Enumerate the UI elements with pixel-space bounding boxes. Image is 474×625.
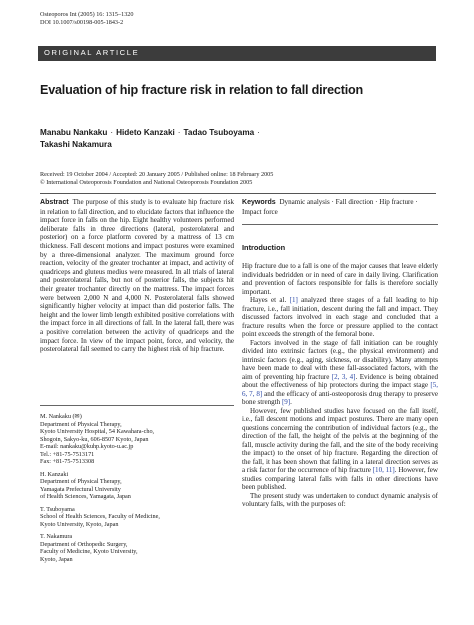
paragraph — [242, 262, 438, 296]
paragraph-text: Hip fracture due to a fall is one of the major causes that leave elderly individuals bedridden or in need of care in daily living. Clarification and prevention of factors responsible for falls is therefore socially important. — [242, 262, 438, 296]
paragraph — [242, 296, 438, 339]
journal-doi: DOI 10.1007/s00198-005-1843-2 — [40, 18, 124, 26]
publication-history — [40, 171, 273, 187]
affiliation-block — [40, 533, 234, 563]
affiliation-line: of Health Sciences, Yamagata, Japan — [40, 493, 131, 500]
section-band — [38, 46, 436, 61]
paragraph-text: The present study was undertaken to conduct dynamic analysis of voluntary falls, with the purposes of: — [242, 491, 438, 508]
paragraph-text: . However, few studies comparing lateral falls with falls in other directions have been published. — [242, 466, 438, 491]
introduction-body — [242, 262, 438, 509]
citation-link[interactable]: [2, 3, 4] — [331, 372, 356, 381]
journal-header — [40, 11, 134, 26]
affiliation-line: H. Kanzaki — [40, 470, 69, 478]
affiliation-line: Yamagata Prefectural University — [40, 485, 121, 493]
paragraph — [242, 407, 438, 492]
paragraph-text: and the efficacy of anti-osteoporosis drug therapy to preserve bone strength — [242, 389, 438, 406]
citation-link[interactable]: [9] — [281, 398, 291, 406]
section-heading-introduction: Introduction — [242, 243, 286, 252]
affiliation-line: T. Tsuboyama — [40, 505, 75, 513]
paragraph-text: . Evidence is being obtained about the effectiveness of hip protectors during the impact stage — [242, 372, 438, 389]
paragraph-text: analyzed three stages of a fall leading to hip fracture, i.e., fall initiation, descent during the fall and impact. They discussed factors involved in each stage and concluded that a fracture results when the force or pressure applied to the contact point exceeds the strength of the femoral bone. — [242, 296, 438, 338]
abstract — [40, 198, 234, 354]
affiliation-email[interactable]: E-mail: nankaku@kuhp.kyoto-u.ac.jp — [40, 443, 134, 450]
affiliation-line: School of Health Sciences, Faculty of Medicine, — [40, 513, 160, 520]
author-name: Manabu Nankaku — [40, 128, 108, 137]
keywords-text: Dynamic analysis · Fall direction · Hip fracture · Impact force — [242, 198, 418, 216]
affiliation-line: Faculty of Medicine, Kyoto University, — [40, 548, 138, 555]
affiliation-block — [40, 413, 234, 466]
keywords-divider — [242, 224, 438, 225]
received-dates: Received: 19 October 2004 / Accepted: 20 January 2005 / Published online: 18 February 2005 — [40, 171, 274, 178]
affiliation-line: Shogoin, Sakyo-ku, 606-8507 Kyoto, Japan — [40, 435, 149, 443]
author-name: Tadao Tsuboyama — [183, 128, 255, 137]
abstract-text: The purpose of this study is to evaluate hip fracture risk in relation to fall direction, and to elucidate factors that influence the impact force in falls on the hip. Eight healthy volunteers performed deliberate falls in three directions (lateral, posterolateral and posterior) on a force platform covered by a mattress of 13 cm thickness. Fall descent motions and impact postures were examined by a three-dimensional analyzer. The maximum ground force reaction, velocity of the greater trochanter at impact, and activity of quadriceps and gluteus medius were measured. In all trials of lateral and posterolateral falls, but not of posterior falls, the subjects hit their greater trochanter directly on the mattress. The impact forces were between 2,000 N and 4,000 N. Posterolateral falls showed significantly higher velocity at impact than did posterior falls. The height and the lower limb length exhibited positive correlations with the impact force in all directions of fall. In the lateral fall, there was a positive correlation between the activity of quadriceps and the impact force. In view of the impact point, force, and velocity, the posterolateral fall seemed to carry the highest risk of hip fracture. — [40, 198, 235, 354]
affiliation-line: Tel.: +81-75-7513171 — [40, 450, 95, 458]
paragraph-text: However, few published studies have focused on the fall itself, i.e., fall descent motions and impact postures. There are many open questions concerning the contribution of individual factors (e.g., the direction of the fall, the height of the pelvis at the beginning of the fall, muscle activity during the fall, and the site of the body receiving the impact) to the onset of hip fracture. Regarding the direction of the fall, it has been shown that falling in a lateral direction serves as a risk factor for the occurrence of hip fracture — [242, 406, 438, 474]
paragraph-text: Hayes et al. — [250, 296, 290, 304]
affiliation-line: M. Nankaku (✉) — [40, 413, 82, 420]
abstract-label: Abstract — [40, 199, 69, 206]
affiliation-line: T. Nakamura — [40, 533, 73, 540]
citation-link[interactable]: [5, 6, 7, 8] — [242, 381, 438, 398]
paragraph — [242, 339, 438, 407]
paragraph-text: . — [290, 398, 292, 406]
section-label: ORIGINAL ARTICLE — [44, 48, 140, 57]
copyright-line: © International Osteoporosis Foundation and National Osteoporosis Foundation 2005 — [40, 178, 253, 186]
citation-link[interactable]: [1] — [289, 296, 298, 304]
affiliation-line: Kyoto, Japan — [40, 555, 73, 563]
author-separator: · — [257, 128, 260, 137]
keywords — [242, 198, 438, 216]
author-separator: · — [177, 128, 181, 137]
author-list — [40, 127, 300, 150]
affiliation-line: Kyoto University, Kyoto, Japan — [40, 520, 119, 528]
article-title: Evaluation of hip fracture risk in relation to fall direction — [40, 83, 363, 97]
header-divider — [40, 193, 436, 194]
affiliation-line: Fax: +81-75-7513308 — [40, 458, 95, 465]
author-name: Takashi Nakamura — [40, 139, 112, 149]
affiliation-divider — [40, 405, 234, 406]
affiliation-line: Department of Orthopedic Surgery, — [40, 540, 128, 548]
affiliation-line: Kyoto University Hospital, 54 Kawahara-cho, — [40, 428, 155, 435]
paragraph — [242, 492, 438, 509]
keywords-label: Keywords — [242, 199, 276, 206]
author-affiliations — [40, 413, 234, 568]
author-name: Hideto Kanzaki — [116, 128, 175, 137]
journal-citation: Osteoporos Int (2005) 16: 1315–1320 — [40, 11, 134, 18]
citation-link[interactable]: [10, 11] — [372, 466, 395, 474]
affiliation-line: Department of Physical Therapy, — [40, 478, 122, 485]
affiliation-block — [40, 471, 234, 501]
affiliation-line: Department of Physical Therapy, — [40, 420, 122, 428]
author-separator: · — [110, 128, 114, 137]
affiliation-block — [40, 506, 234, 529]
paragraph-text: Factors involved in the stage of fall initiation can be roughly divided into extrinsic factors (e.g., the physical environment) and intrinsic factors (e.g., aging, sickness, or disability). Many attempts have been made to deal with these fall-associated factors, with the aim of preventing hip fracture — [242, 338, 438, 381]
